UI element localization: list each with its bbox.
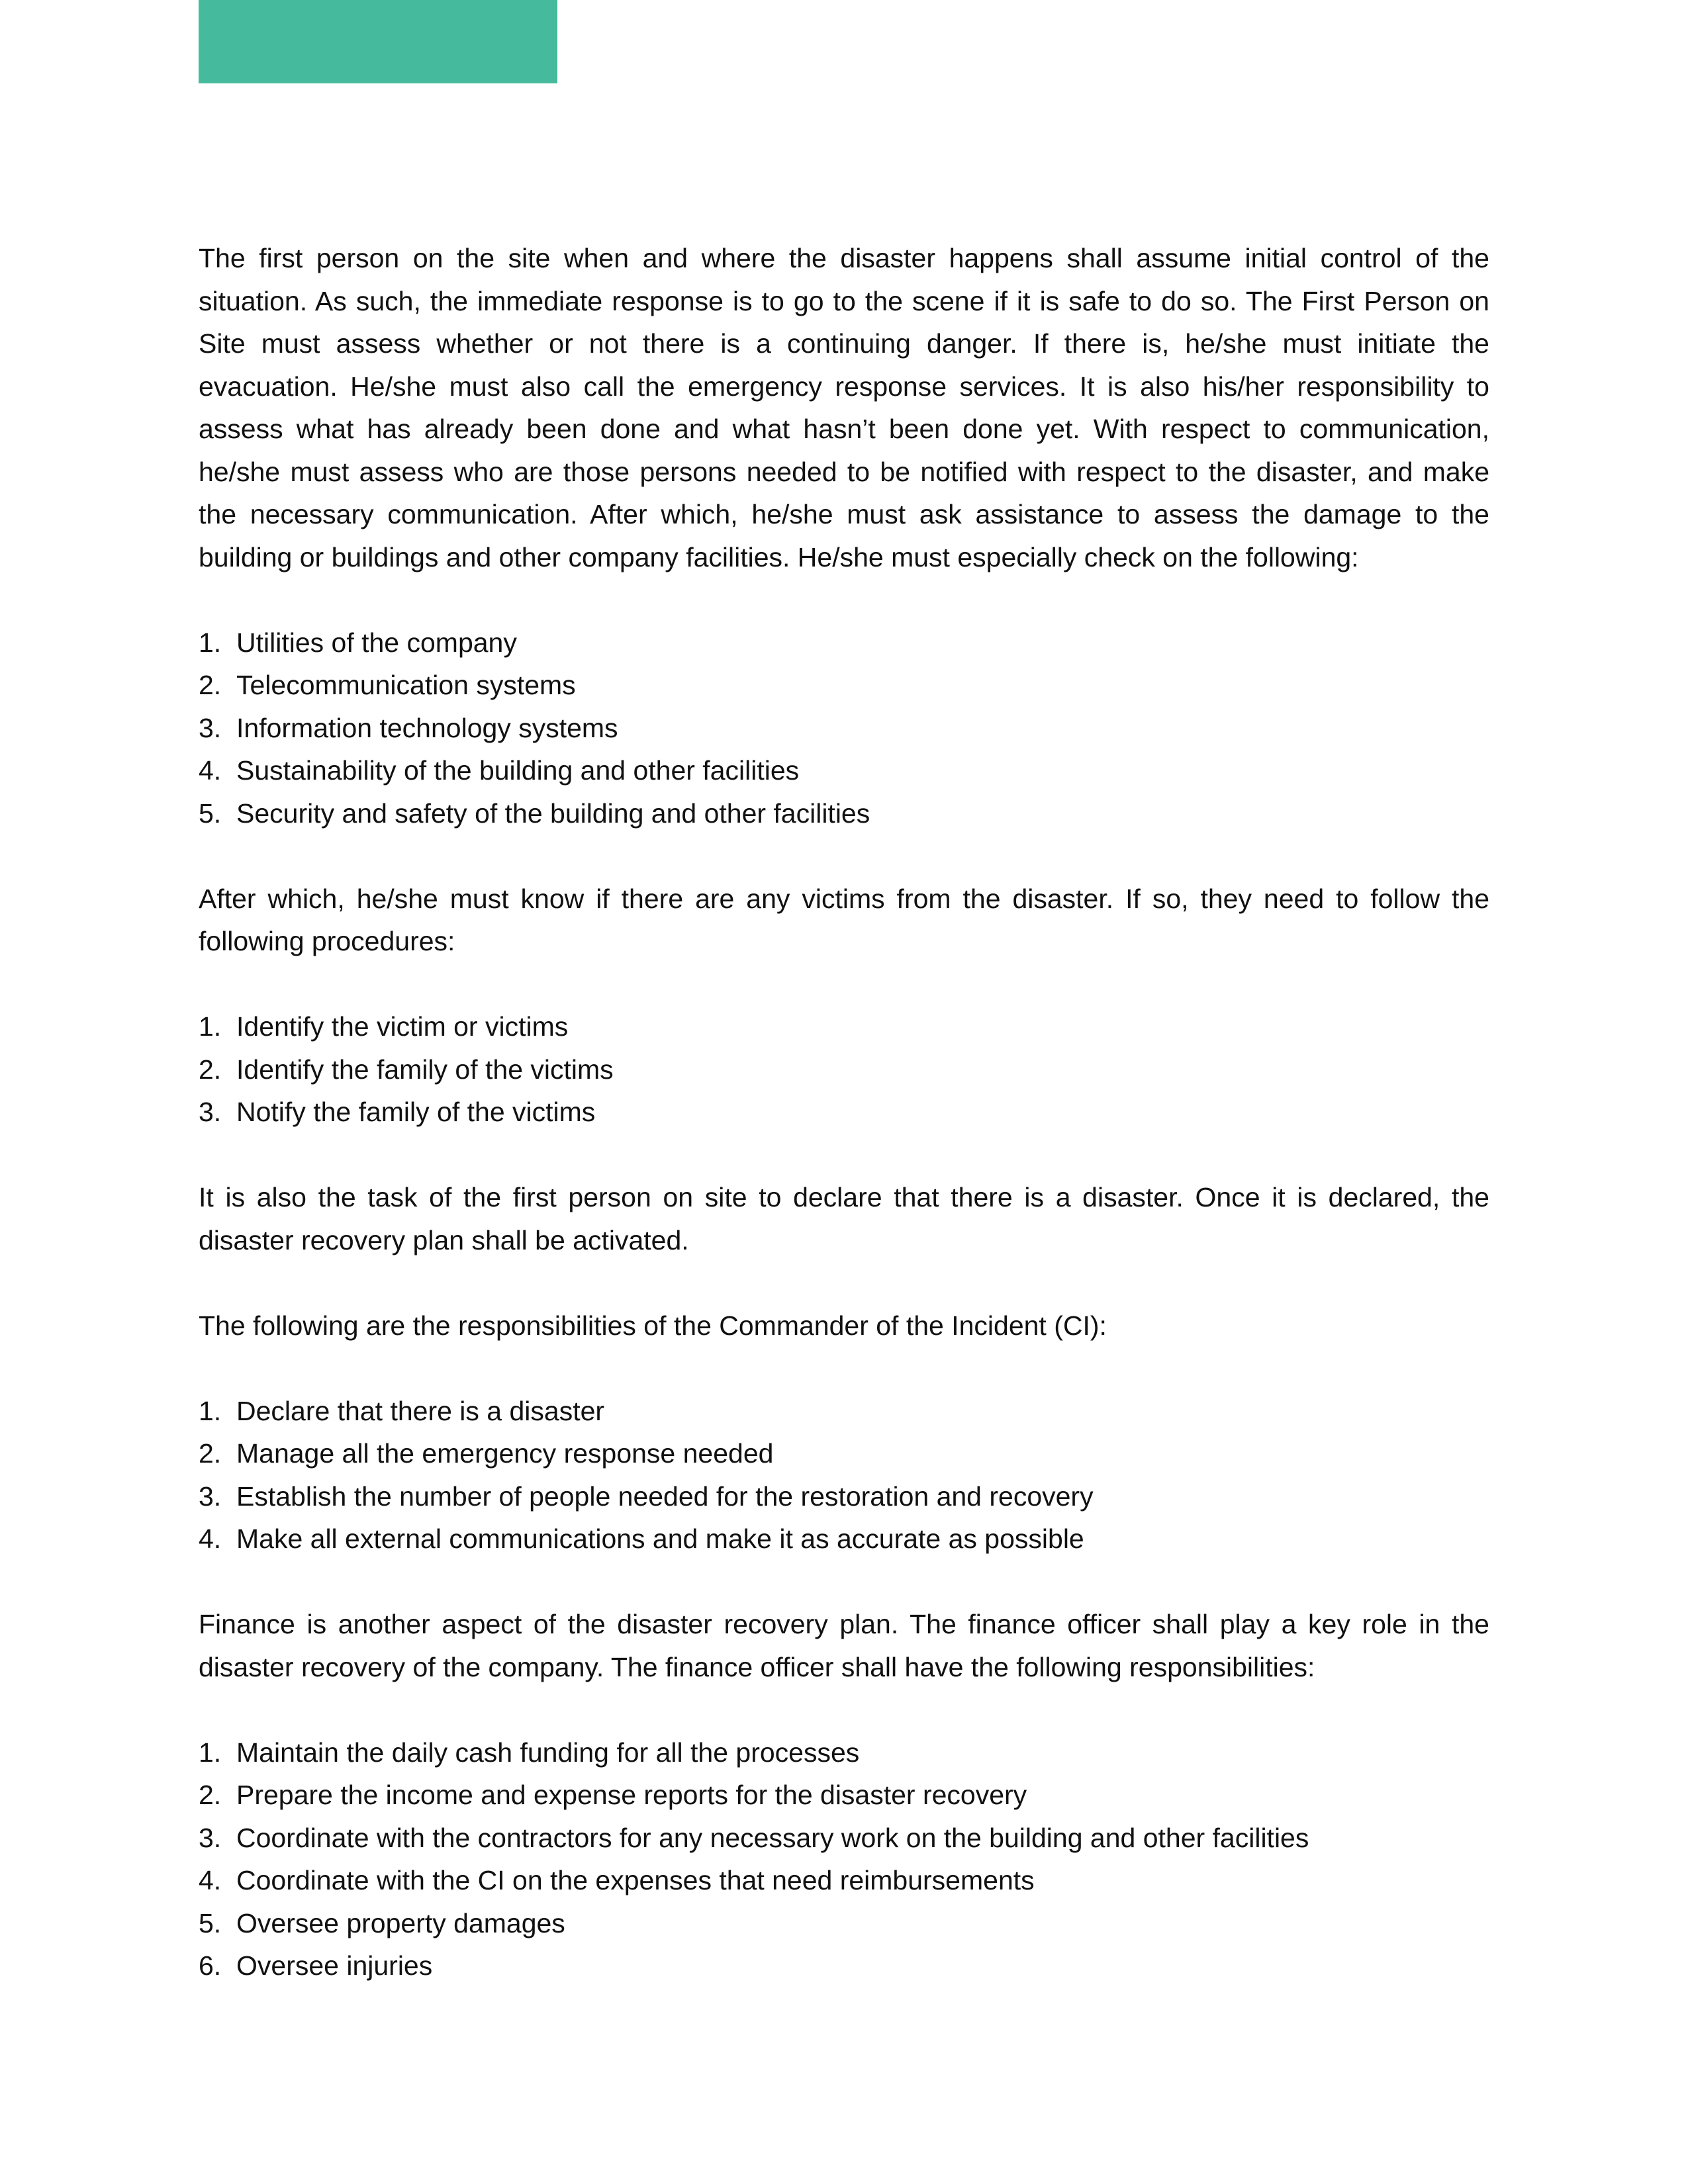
list-item-number: 3.: [199, 712, 222, 743]
list-item-number: 2.: [199, 1780, 222, 1810]
list-item-text: Coordinate with the CI on the expenses that need reimbursements: [236, 1865, 1035, 1895]
list-item-number: 4.: [199, 1865, 222, 1895]
list-item: [199, 1859, 1489, 1902]
list-item: [199, 1944, 1489, 1987]
list-item: [199, 1817, 1489, 1860]
list-item: [199, 664, 1489, 707]
list-item-text: Establish the number of people needed for the restoration and recovery: [236, 1480, 1094, 1512]
list-item-text: Maintain the daily cash funding for all the processes: [236, 1737, 860, 1768]
list-item-number: 1.: [199, 627, 222, 658]
list-item: [199, 1902, 1489, 1945]
document-body: [199, 237, 1489, 2030]
list-item-text: Identify the victim or victims: [236, 1011, 569, 1042]
facility-check-list: [199, 621, 1489, 835]
list-item: [199, 1774, 1489, 1817]
list-item: [199, 1731, 1489, 1774]
list-item-number: 4.: [199, 755, 222, 786]
victims-procedure-list: [199, 1005, 1489, 1134]
finance-paragraph: Finance is another aspect of the disaster recovery plan. The finance officer shall play a key role in the disaster recovery of the company. The finance officer shall have the following responsibilities:: [199, 1609, 1489, 1682]
list-item-text: Oversee property damages: [236, 1907, 565, 1938]
list-item-text: Notify the family of the victims: [236, 1097, 596, 1127]
list-item-number: 3.: [199, 1097, 222, 1127]
list-item-text: Telecommunication systems: [236, 670, 576, 700]
list-item: [199, 1048, 1489, 1091]
list-item: [199, 707, 1489, 750]
list-item-text: Utilities of the company: [236, 627, 517, 658]
list-item-number: 3.: [199, 1822, 222, 1853]
list-item-text: Identify the family of the victims: [236, 1054, 614, 1085]
list-item-number: 1.: [199, 1737, 222, 1768]
list-item: [199, 621, 1489, 664]
list-item: [199, 749, 1489, 792]
ci-paragraph: The following are the responsibilities of the Commander of the Incident (CI):: [199, 1310, 1107, 1341]
list-item-text: Coordinate with the contractors for any necessary work on the building and other facilities: [236, 1822, 1309, 1853]
finance-responsibilities-list: [199, 1731, 1489, 1987]
list-item-text: Prepare the income and expense reports for the disaster recovery: [236, 1780, 1027, 1810]
list-item-number: 2.: [199, 670, 222, 700]
list-item-number: 1.: [199, 1011, 222, 1042]
list-item: [199, 1091, 1489, 1134]
header-accent-bar: [199, 0, 557, 83]
list-item: [199, 1390, 1489, 1433]
list-item-text: Oversee injuries: [236, 1950, 433, 1981]
victims-paragraph: After which, he/she must know if there are any victims from the disaster. If so, they need to follow the following procedures:: [199, 883, 1489, 956]
list-item-number: 2.: [199, 1438, 222, 1469]
list-item: [199, 1518, 1489, 1561]
list-item-text: Information technology systems: [236, 712, 618, 743]
list-item-number: 6.: [199, 1950, 222, 1981]
list-item-text: Manage all the emergency response needed: [236, 1438, 774, 1469]
list-item-text: Make all external communications and make it as accurate as possible: [236, 1524, 1084, 1554]
list-item: [199, 1005, 1489, 1048]
list-item: [199, 1475, 1489, 1518]
ci-responsibilities-list: [199, 1390, 1489, 1561]
intro-paragraph: The first person on the site when and where the disaster happens shall assume initial control of the situation. As such, the immediate response is to go to the scene if it is safe to do so. The First Person on Site must assess whether or not there is a continuing danger. If there is, he/she must initiate the evacuation. He/she must also call the emergency response services. It is also his/her responsibility to assess what has already been done and what hasn’t been done yet. With respect to communication, he/she must assess who are those persons needed to be notified with respect to the disaster, and make the necessary communication. After which, he/she must ask assistance to assess the damage to the building or buildings and other company facilities. He/she must especially check on the following:: [199, 243, 1489, 572]
list-item-number: 5.: [199, 1907, 222, 1938]
list-item: [199, 792, 1489, 835]
declare-paragraph: It is also the task of the first person on site to declare that there is a disaster. Once it is declared, the disaster recovery plan shall be activated.: [199, 1182, 1489, 1255]
list-item-text: Declare that there is a disaster: [236, 1395, 605, 1426]
list-item-number: 5.: [199, 797, 222, 829]
list-item-number: 2.: [199, 1054, 222, 1085]
list-item-number: 1.: [199, 1395, 222, 1426]
list-item-number: 3.: [199, 1480, 222, 1512]
list-item-text: Security and safety of the building and other facilities: [236, 797, 870, 829]
list-item-number: 4.: [199, 1524, 222, 1554]
list-item: [199, 1432, 1489, 1475]
list-item-text: Sustainability of the building and other facilities: [236, 755, 800, 786]
